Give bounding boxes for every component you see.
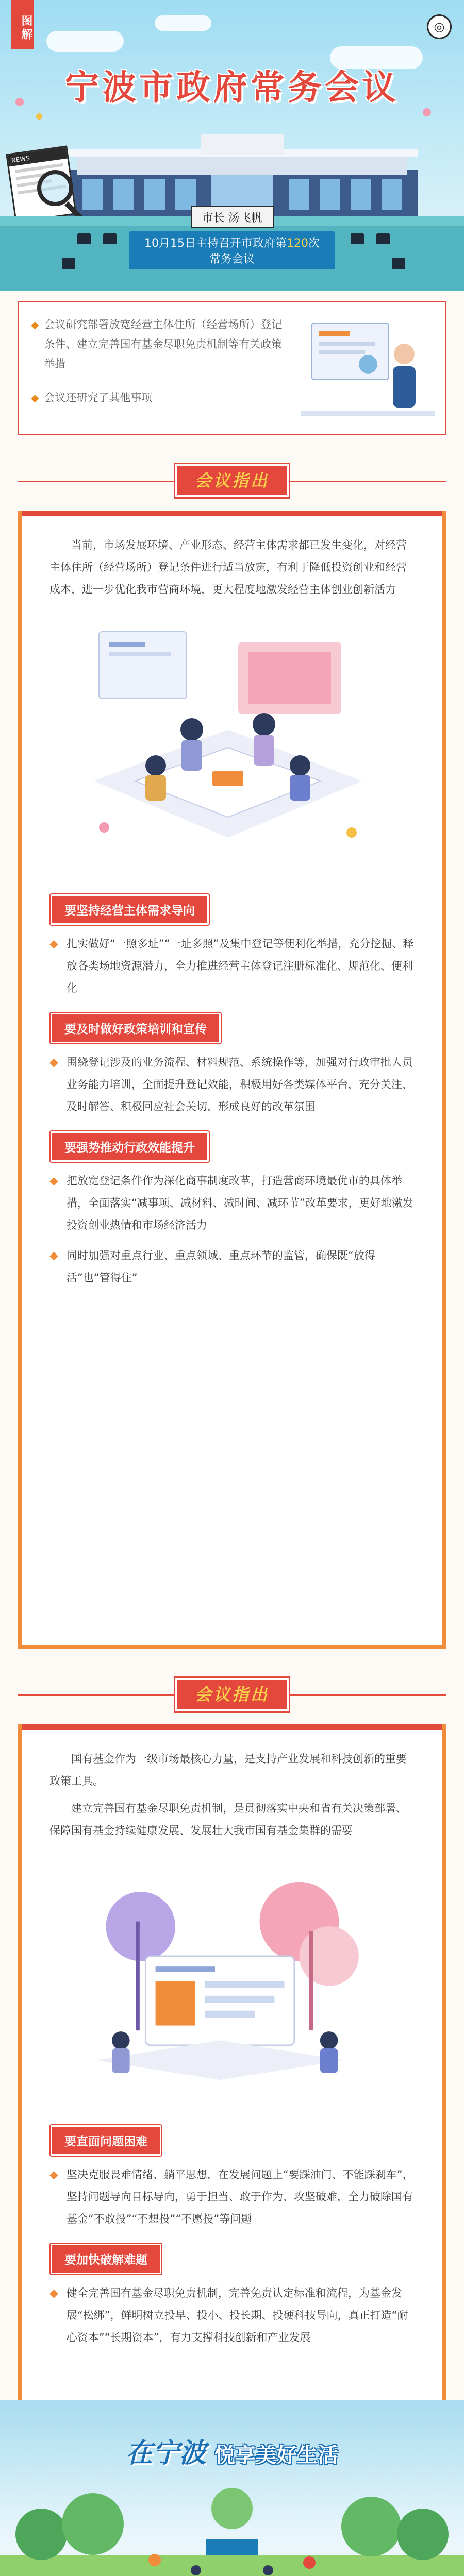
footer-banner <box>0 2400 464 2576</box>
cloud-decoration <box>155 15 211 31</box>
emblem-icon: ◎ <box>427 14 452 39</box>
diamond-bullet-icon: ◆ <box>49 938 58 951</box>
chair-icon <box>62 258 75 269</box>
chair-icon <box>103 233 117 244</box>
chair-icon <box>392 258 405 269</box>
list-item: ◆ 坚决克服畏难情绪、躺平思想，在发展问题上“要踩油门、不能踩刹车”，坚持问题导向目标导向，勇于担当、敢于作为、攻坚破难，全力破除国有基金“不敢投”“不想投”“不愿投”等问题 <box>22 2156 442 2230</box>
meeting-info <box>129 206 335 269</box>
section-label: 会议指出 <box>175 1678 289 1711</box>
diamond-bullet-icon: ◆ <box>49 1249 58 1262</box>
presenter-illustration <box>301 313 435 426</box>
flower-decoration <box>423 108 431 116</box>
subsection-heading: 要直面问题困难 <box>51 2125 161 2156</box>
government-building-icon <box>67 134 418 216</box>
section-intro: 当前，市场发展环境、产业形态、经营主体需求都已发生变化，对经营主体住所（经营场所）登记条件进行适当放宽，有利于降低投资创业和经营成本，进一步优化我市营商环境，更大程度地激发经营主体创业创新活力 <box>49 539 407 596</box>
list-item: ◆ 扎实做好“一照多址”“一址多照”及集中登记等便利化举措，充分挖掘、释放各类场地资源潜力，全力推进经营主体登记注册标准化、规范化、便利化 <box>22 925 442 999</box>
newspaper-icon: NEWS <box>6 145 77 223</box>
cloud-decoration <box>46 31 124 52</box>
chair-icon <box>376 233 390 244</box>
summary-bullet: ◆ 会议研究部署放宽经营主体住所（经营场所）登记条件、建立完善国有基金尽职免责机制等有关政策举措 <box>31 315 291 374</box>
section-title <box>0 1674 464 1718</box>
summary-box <box>18 301 446 435</box>
subsection-heading: 要及时做好政策培训和宣传 <box>51 1013 221 1043</box>
list-item: ◆ 同时加强对重点行业、重点领域、重点环节的监管，确保既“放得活”也“管得住” <box>22 1236 442 1289</box>
section1-card <box>18 511 446 1649</box>
subsection-heading: 要强势推动行政效能提升 <box>51 1131 209 1162</box>
list-item: ◆ 把放宽登记条件作为深化商事制度改革，打造营商环境最优市的具体举措，全面落实“减事项、减材料、减时间、减环节”改革要求，更好地激发投资创业热情和市场经济活力 <box>22 1162 442 1236</box>
summary-bullet: ◆ 会议还研究了其他事项 <box>31 388 291 408</box>
bullet-icon: ◆ <box>31 318 39 331</box>
section-title <box>0 460 464 504</box>
diamond-bullet-icon: ◆ <box>49 1056 58 1069</box>
list-item: ◆ 健全完善国有基金尽职免责机制，完善免责认定标准和流程，为基金发展“松绑”，鲜明树立投早、投小、投长期、投硬科技导向，真正打造“耐心资本”“长期资本”，有力支撑科技创新和产业发展 <box>22 2274 442 2349</box>
header-banner <box>0 0 464 291</box>
diamond-bullet-icon: ◆ <box>49 2168 58 2181</box>
meeting-number: 120 <box>286 237 308 250</box>
subsection-heading: 要坚持经营主体需求导向 <box>51 894 209 925</box>
meeting-line: 10月15日主持召开市政府第120次常务会议 <box>129 231 335 269</box>
flower-decoration <box>36 113 42 120</box>
host-name: 市长 汤飞帆 <box>191 206 274 228</box>
slogan-city: 在宁波 <box>125 2437 206 2469</box>
slogan <box>0 2431 464 2470</box>
page-title: 宁波市政府常务会议 <box>65 67 399 107</box>
list-item: ◆ 围绕登记涉及的业务流程、材料规范、系统操作等，加强对行政审批人员业务能力培训，全面提升登记效能，积极用好各类媒体平台，充分关注、及时解答、积极回应社会关切，形成良好的改革氛围 <box>22 1043 442 1118</box>
tag-label: 图解 <box>11 0 34 49</box>
diamond-bullet-icon: ◆ <box>49 2287 58 2300</box>
meeting-table-illustration <box>22 611 428 879</box>
slogan-text: 悦享美好生活 <box>214 2444 338 2467</box>
park-illustration <box>0 2478 464 2576</box>
magnifier-icon <box>37 170 73 206</box>
section-intro: 建立完善国有基金尽职免责机制，是贯彻落实中央和省有关决策部署、保障国有基金持续健康发展、发展壮大我市国有基金集群的需要 <box>49 1802 407 1837</box>
subsection-heading: 要加快破解难题 <box>51 2244 161 2274</box>
diamond-bullet-icon: ◆ <box>49 1175 58 1188</box>
fund-dashboard-illustration <box>22 1852 412 2110</box>
chair-icon <box>77 233 91 244</box>
section-label: 会议指出 <box>175 464 289 497</box>
bullet-icon: ◆ <box>31 392 39 404</box>
flower-decoration <box>15 98 24 106</box>
section-intro: 国有基金作为一级市场最核心力量，是支持产业发展和科技创新的重要政策工具。 <box>49 1753 407 1787</box>
chair-icon <box>351 233 364 244</box>
